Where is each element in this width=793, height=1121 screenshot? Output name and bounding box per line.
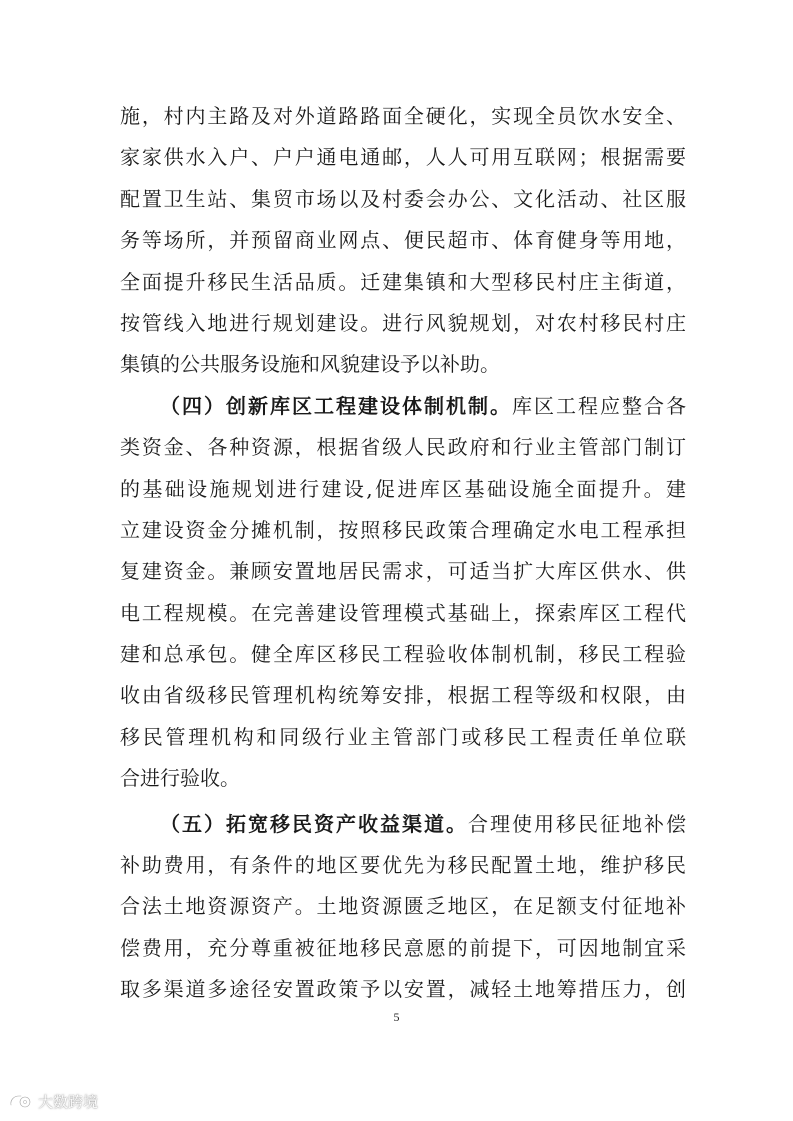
text-line: 集镇的公共服务设施和风貌建设予以补助。 — [120, 352, 500, 377]
paragraph-continuation — [120, 96, 686, 386]
text-line: 收由省级移民管理机构统筹安排，根据工程等级和权限，由 — [120, 683, 686, 708]
text-line: 电工程规模。在完善建设管理模式基础上，探索库区工程代 — [120, 600, 686, 625]
text-run: 合理使用移民征地补偿 — [468, 811, 686, 836]
text-line: 务等场所，并预留商业网点、便民超市、体育健身等用地， — [120, 228, 686, 253]
text-run: 库区工程应整合各 — [512, 393, 686, 418]
camera-logo-icon — [8, 1091, 34, 1111]
body-text — [120, 96, 686, 1011]
watermark — [8, 1089, 98, 1113]
text-line: 按管线入地进行规划建设。进行风貌规划，对农村移民村庄 — [120, 310, 686, 335]
section-heading: （四）创新库区工程建设体制机制。 — [160, 393, 512, 418]
paragraph-section-four — [120, 386, 686, 800]
text-line: 施，村内主路及对外道路路面全硬化，实现全员饮水安全、 — [120, 104, 686, 128]
text-line: 补助费用，有条件的地区要优先为移民配置土地，维护移民 — [120, 853, 686, 878]
text-line — [120, 386, 686, 427]
text-line — [120, 804, 686, 845]
text-line: 配置卫生站、集贸市场以及村委会办公、文化活动、社区服 — [120, 186, 686, 211]
paragraph-section-five — [120, 804, 686, 1011]
text-line: 移民管理机构和同级行业主管部门或移民工程责任单位联 — [120, 724, 686, 749]
text-line: 类资金、各种资源，根据省级人民政府和行业主管部门制订 — [120, 435, 686, 460]
text-line: 合法土地资源资产。土地资源匮乏地区，在足额支付征地补 — [120, 894, 686, 919]
text-line: 的基础设施规划进行建设,促进库区基础设施全面提升。建 — [120, 476, 686, 501]
watermark-text: 大数跨境 — [38, 1092, 99, 1111]
text-line: 偿费用，充分尊重被征地移民意愿的前提下，可因地制宜采 — [120, 935, 686, 960]
text-line: 复建资金。兼顾安置地居民需求，可适当扩大库区供水、供 — [120, 559, 686, 584]
page-number: 5 — [393, 1010, 400, 1024]
text-line: 取多渠道多途径安置政策予以安置，减轻土地筹措压力，创 — [120, 977, 686, 1002]
text-line: 家家供水入户、户户通电通邮，人人可用互联网；根据需要 — [120, 145, 686, 170]
section-heading: （五）拓宽移民资产收益渠道。 — [160, 811, 468, 836]
text-line: 立建设资金分摊机制，按照移民政策合理确定水电工程承担 — [120, 517, 686, 542]
text-line: 全面提升移民生活品质。迁建集镇和大型移民村庄主街道， — [120, 269, 686, 294]
text-line: 建和总承包。健全库区移民工程验收体制机制，移民工程验 — [120, 642, 686, 667]
text-line: 合进行验收。 — [120, 766, 240, 791]
